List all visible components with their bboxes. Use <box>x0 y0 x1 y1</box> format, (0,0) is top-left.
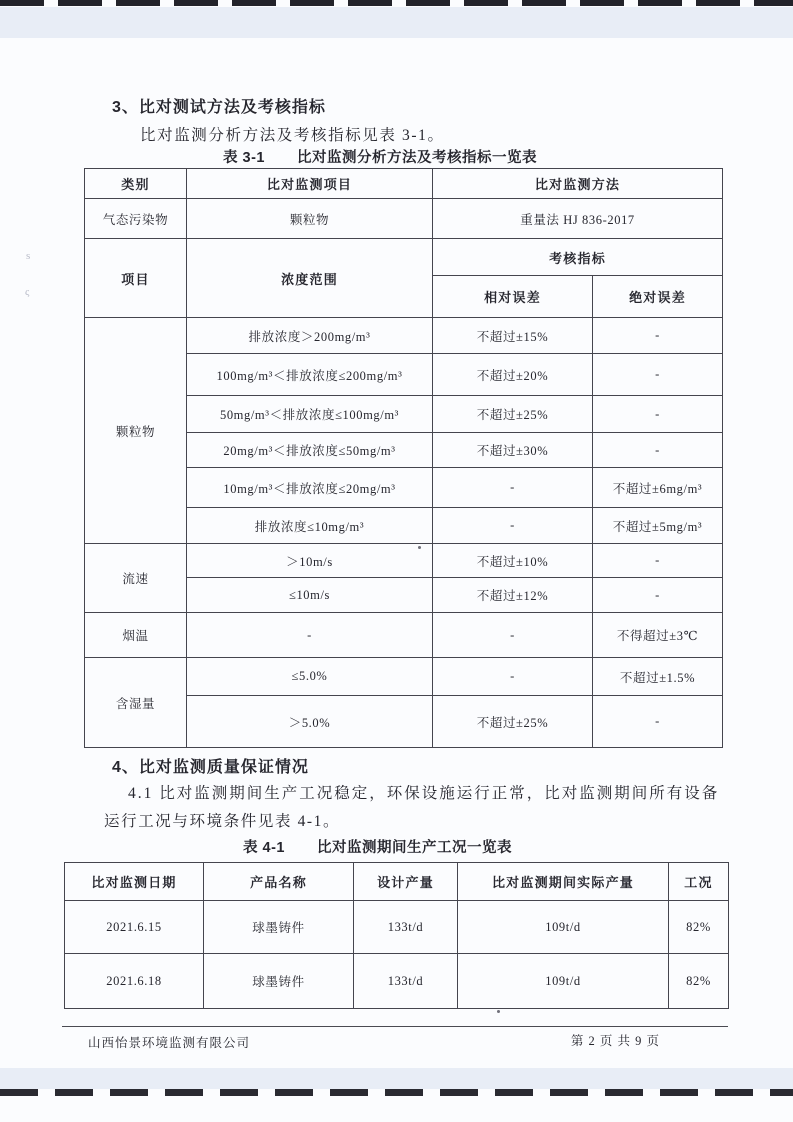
footer-page-number: 第 2 页 共 9 页 <box>570 1034 660 1048</box>
cell-range: 排放浓度≤10mg/m³ <box>187 508 433 544</box>
header-assessment-index: 考核指标 <box>433 239 723 276</box>
cell-relative-error: 不超过±15% <box>433 318 593 354</box>
row-label-smoke-temperature: 烟温 <box>85 613 187 658</box>
scan-artifact <box>497 1010 500 1013</box>
cell-absolute-error: - <box>593 318 723 354</box>
cell-absolute-error: - <box>593 696 723 748</box>
cell-relative-error: - <box>433 658 593 696</box>
cell-range: ＞5.0% <box>187 696 433 748</box>
row-label-velocity: 流速 <box>85 544 187 613</box>
section-4-heading: 4、比对监测质量保证情况 <box>112 759 309 776</box>
header-monitor-date: 比对监测日期 <box>65 863 204 901</box>
cell-absolute-error: - <box>593 354 723 396</box>
table-row <box>65 954 729 1009</box>
header-category: 类别 <box>85 169 187 199</box>
cell-design-output: 133t/d <box>354 954 458 1009</box>
cell-relative-error: 不超过±10% <box>433 544 593 578</box>
section-4-paragraph-line-1: 4.1 比对监测期间生产工况稳定，环保设施运行正常，比对监测期间所有设备 <box>128 785 720 802</box>
cell-absolute-error: - <box>593 433 723 468</box>
header-absolute-error: 绝对误差 <box>593 276 723 318</box>
table-3-1-label: 表 3-1 <box>223 150 265 166</box>
header-working-condition: 工况 <box>669 863 729 901</box>
cell-range: 20mg/m³＜排放浓度≤50mg/m³ <box>187 433 433 468</box>
cell-category: 气态污染物 <box>85 199 187 239</box>
cell-relative-error: 不超过±25% <box>433 696 593 748</box>
scan-artifact: s <box>26 250 31 262</box>
cell-relative-error: - <box>433 613 593 658</box>
cell-absolute-error: 不得超过±3℃ <box>593 613 723 658</box>
table-4-1-label: 表 4-1 <box>243 840 285 856</box>
cell-range: 100mg/m³＜排放浓度≤200mg/m³ <box>187 354 433 396</box>
cell-absolute-error: 不超过±6mg/m³ <box>593 468 723 508</box>
cell-date: 2021.6.18 <box>65 954 204 1009</box>
section-4-paragraph-line-2: 运行工况与环境条件见表 4-1。 <box>104 813 341 830</box>
header-monitor-item: 比对监测项目 <box>187 169 433 199</box>
cell-range: 排放浓度＞200mg/m³ <box>187 318 433 354</box>
cell-relative-error: - <box>433 468 593 508</box>
table-4-1-caption <box>243 836 512 857</box>
cell-relative-error: 不超过±30% <box>433 433 593 468</box>
cell-design-output: 133t/d <box>354 901 458 954</box>
scan-tint-band-bottom <box>0 1068 793 1089</box>
header-actual-output: 比对监测期间实际产量 <box>458 863 669 901</box>
cell-relative-error: 不超过±12% <box>433 578 593 613</box>
cell-relative-error: 不超过±20% <box>433 354 593 396</box>
scan-tint-band-top <box>0 7 793 38</box>
scan-artifact <box>418 546 421 549</box>
header-relative-error: 相对误差 <box>433 276 593 318</box>
header-monitor-method: 比对监测方法 <box>433 169 723 199</box>
footer-divider <box>62 1026 728 1027</box>
cell-range: 10mg/m³＜排放浓度≤20mg/m³ <box>187 468 433 508</box>
table-3-1 <box>84 168 723 748</box>
header-design-output: 设计产量 <box>354 863 458 901</box>
cell-absolute-error: 不超过±5mg/m³ <box>593 508 723 544</box>
table-row <box>65 901 729 954</box>
cell-absolute-error: - <box>593 544 723 578</box>
section-3-heading: 3、比对测试方法及考核指标 <box>112 99 326 116</box>
header-project: 项目 <box>85 239 187 318</box>
scan-artifact: ς <box>25 286 30 298</box>
cell-condition: 82% <box>669 901 729 954</box>
footer-company-name: 山西怡景环境监测有限公司 <box>88 1036 251 1050</box>
cell-absolute-error: 不超过±1.5% <box>593 658 723 696</box>
cell-range: ≤5.0% <box>187 658 433 696</box>
cell-date: 2021.6.15 <box>65 901 204 954</box>
cell-absolute-error: - <box>593 578 723 613</box>
table-3-1-title: 比对监测分析方法及考核指标一览表 <box>297 150 537 166</box>
cell-range: ≤10m/s <box>187 578 433 613</box>
cell-absolute-error: - <box>593 396 723 433</box>
cell-range: ＞10m/s <box>187 544 433 578</box>
row-label-particulate: 颗粒物 <box>85 318 187 544</box>
cell-method: 重量法 HJ 836-2017 <box>433 199 723 239</box>
cell-item: 颗粒物 <box>187 199 433 239</box>
cell-range: - <box>187 613 433 658</box>
cell-condition: 82% <box>669 954 729 1009</box>
table-4-1 <box>64 862 729 1009</box>
scanner-edge-artifact-bottom <box>0 1089 793 1096</box>
cell-product: 球墨铸件 <box>204 901 354 954</box>
table-4-1-title: 比对监测期间生产工况一览表 <box>317 840 512 856</box>
scanner-edge-artifact-top <box>0 0 793 6</box>
cell-relative-error: - <box>433 508 593 544</box>
cell-actual-output: 109t/d <box>458 901 669 954</box>
cell-range: 50mg/m³＜排放浓度≤100mg/m³ <box>187 396 433 433</box>
table-3-1-caption <box>223 146 537 167</box>
header-concentration-range: 浓度范围 <box>187 239 433 318</box>
cell-relative-error: 不超过±25% <box>433 396 593 433</box>
cell-product: 球墨铸件 <box>204 954 354 1009</box>
cell-actual-output: 109t/d <box>458 954 669 1009</box>
header-product-name: 产品名称 <box>204 863 354 901</box>
row-label-humidity: 含湿量 <box>85 658 187 748</box>
section-3-intro: 比对监测分析方法及考核指标见表 3-1。 <box>140 127 445 144</box>
